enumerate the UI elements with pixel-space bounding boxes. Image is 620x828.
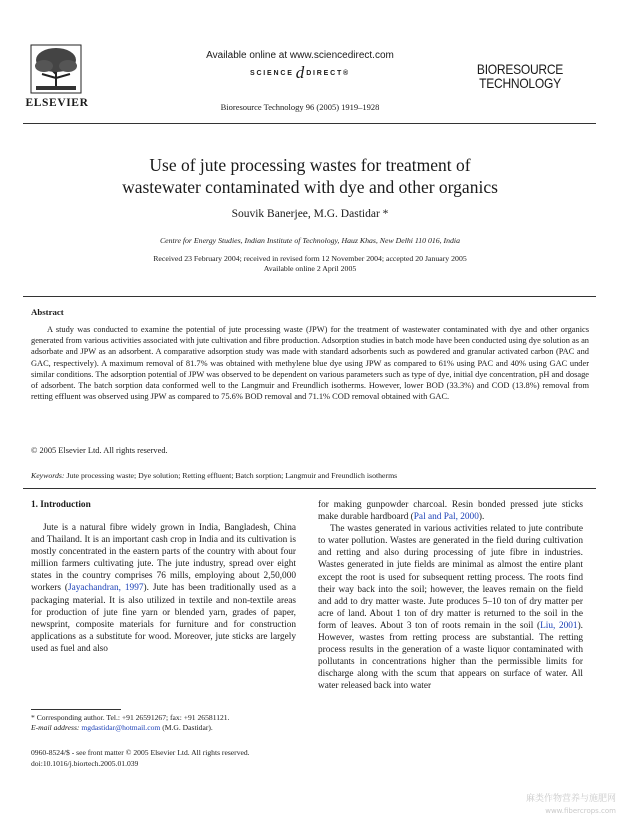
email-suffix: (M.G. Dastidar). xyxy=(162,723,213,732)
keywords-text: Jute processing waste; Dye solution; Retting effluent; Batch sorption; Langmuir and Freundlich isotherms xyxy=(66,471,398,480)
header-rule xyxy=(23,123,596,124)
watermark-line-2: www.fibercrops.com xyxy=(545,807,616,815)
authors: Souvik Banerjee, M.G. Dastidar * xyxy=(231,208,389,220)
abstract-top-rule xyxy=(23,296,596,297)
intro-paragraph-1: Jute is a natural fibre widely grown in India, Bangladesh, China and Thailand. It is an important cash crop in India and its cultivation is mostly concentrated in the eastern parts of the country with about four million farmers cultivating jute. The jute industry, spread over eight states in the country comprises 76 mills, employing about 2,50,000 workers (Jayachandran, 1997). Jute has been traditionally used as a packaging material. It is also utilized in textile and non-textile areas for production of jute fine yarn or blended yarn, grades of paper, newsprint, composite materials for furniture and for construction applications as a substitute for wood. Moreover, jute sticks are largely used as fuel and also xyxy=(31,523,296,654)
issn-line: 0960-8524/$ - see front matter © 2005 Elsevier Ltd. All rights reserved. xyxy=(31,748,250,757)
right-column xyxy=(318,499,583,693)
affiliation: Centre for Energy Studies, Indian Institute of Technology, Hauz Khas, New Delhi 110 016, India xyxy=(159,236,460,245)
keywords xyxy=(31,471,589,480)
watermark xyxy=(486,793,616,817)
watermark-line-1: 麻类作物营养与施肥网 xyxy=(525,794,616,804)
available-date: Available online 2 April 2005 xyxy=(263,264,357,273)
elsevier-tree-logo xyxy=(30,44,82,94)
abstract-copyright: © 2005 Elsevier Ltd. All rights reserved. xyxy=(31,446,168,455)
email-label: E-mail address: xyxy=(31,723,80,732)
journal-citation: Bioresource Technology 96 (2005) 1919–1928 xyxy=(220,102,380,112)
keywords-rule xyxy=(23,488,596,489)
available-online-text: Available online at www.sciencedirect.com xyxy=(206,50,394,61)
email-link[interactable]: mgdastidar@hotmail.com xyxy=(81,723,161,732)
reference-link[interactable]: Liu, 2001 xyxy=(540,620,578,631)
left-column xyxy=(31,522,296,655)
abstract-heading: Abstract xyxy=(31,307,64,317)
footnote xyxy=(31,713,296,733)
article-dates xyxy=(60,254,560,274)
journal-brand-logo xyxy=(460,62,580,90)
issn-doi xyxy=(31,748,351,769)
intro-paragraph-2: The wastes generated in various activities related to jute contribute to water pollution. Wastes are generated in the field during cultivation and retting and also during processing of jute fibre in industries. Wastes generated in jute fields are minimal as almost the entire plant except the root is used for subsequent retting process. The roots find their way back into the soil; however, the leaves remain on the field and add to dry matter waste. Jute produces 5–10 ton of dry matter per acre of land. About 1 ton of dry matter is returned to the soil in the form of leaves. About 3 ton of roots remain in the soil (Liu, 2001). However, wastes from retting process are substantial. The retting process results in the generation of a waste liquor contaminated with pollutants in concentrations higher than the permissible limits for discharge along with the scum that appears on surface of water. All water released back into water xyxy=(318,524,583,692)
received-dates: Received 23 February 2004; received in revised form 12 November 2004; accepted 20 January 2005 xyxy=(153,254,467,263)
intro-paragraph-1-cont: for making gunpowder charcoal. Resin bonded pressed jute sticks make durable hardboard (Pal and Pal, 2000). xyxy=(318,500,583,523)
abstract-body: A study was conducted to examine the potential of jute processing waste (JPW) for the treatment of wastewater contaminated with dye and other organics generated from various activities associated with jute cultivation and fibre production. Adsorption studies in batch mode have been conducted using dye solution as an adsorbate and JPW as an adsorbent. A comparative adsorption study was made with standard adsorbents such as powdered and granular activated carbon (PAC and GAC, respectively). A maximum removal of 81.7% was obtained with methylene blue dye using JPW as compared to 61% using PAC and 40% using GAC under similar conditions. The adsorption potential of JPW was observed to be dependent on various parameters such as type of dye, initial dye concentration, pH and dosage of adsorbent. The batch sorption data conformed well to the Langmuir and Freundlich isotherms. However, lower BOD (33.3%) and COD (13.8%) removal from retting effluent was observed using JPW as compared to 75.6% BOD removal and 71.1% COD removal obtained with GAC. xyxy=(31,325,589,402)
doi-line: doi:10.1016/j.biortech.2005.01.039 xyxy=(31,758,139,768)
reference-link[interactable]: Pal and Pal, 2000 xyxy=(413,512,479,523)
journal-brand-line2: TECHNOLOGY xyxy=(479,75,561,91)
article-title xyxy=(60,154,560,198)
title-line-1: Use of jute processing wastes for treatment of xyxy=(149,155,471,175)
sciencedirect-at-icon: d xyxy=(295,63,305,82)
sciencedirect-left: SCIENCE xyxy=(249,69,294,77)
reference-link[interactable]: Jayachandran, 1997 xyxy=(68,583,144,594)
email-line xyxy=(31,723,296,733)
sciencedirect-right: DIRECT® xyxy=(306,69,351,77)
journal-brand-line1: BIORESOURCE xyxy=(476,61,564,77)
title-line-2: wastewater contaminated with dye and other organics xyxy=(122,177,498,197)
footnote-rule xyxy=(31,709,121,710)
keywords-label: Keywords: xyxy=(31,471,65,480)
publisher-name: ELSEVIER xyxy=(25,97,89,109)
section-heading-introduction: 1. Introduction xyxy=(31,500,91,510)
sciencedirect-logo xyxy=(225,62,375,84)
corresponding-author: * Corresponding author. Tel.: +91 26591267; fax: +91 26581121. xyxy=(31,713,230,722)
